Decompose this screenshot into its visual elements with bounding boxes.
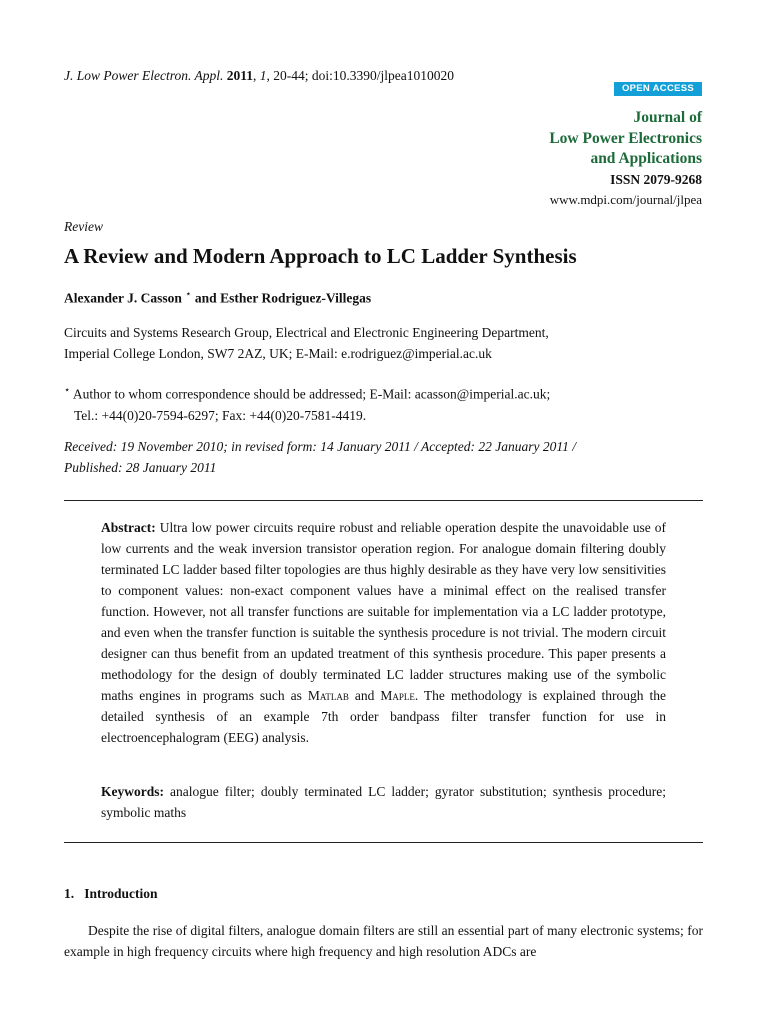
corresponding-mark: ⋆ — [64, 385, 71, 396]
journal-abbrev: J. Low Power Electron. Appl. — [64, 68, 224, 83]
abstract — [101, 517, 666, 748]
journal-url[interactable]: www.mdpi.com/journal/jlpea — [549, 192, 702, 207]
keywords — [101, 781, 666, 823]
citation-line: J. Low Power Electron. Appl. 2011, 1, 20-44; doi:10.3390/jlpea1010020 — [64, 68, 454, 83]
article-type: Review — [64, 219, 103, 234]
author-connector: and — [191, 290, 221, 306]
abstract-text: . The methodology is explained through the detailed synthesis of an example 7th order bandpass filter transfer function for use in electroencephalogram (EEG) analysis. — [101, 688, 667, 745]
journal-name-line: and Applications — [590, 150, 702, 167]
author-list — [64, 289, 371, 307]
paper-title: A Review and Modern Approach to LC Ladder Synthesis — [64, 244, 577, 268]
citation-year: 2011 — [226, 68, 254, 83]
correspondence-note — [64, 380, 550, 426]
keywords-label: Keywords: — [101, 784, 164, 799]
section-heading: 1. Introduction — [64, 886, 158, 901]
abstract-label: Abstract: — [101, 520, 156, 535]
corresponding-mark: ⋆ — [185, 289, 192, 300]
open-access-badge: OPEN ACCESS — [614, 82, 702, 96]
publication-dates — [64, 436, 576, 478]
matlab-name: Matlab — [307, 688, 349, 703]
affiliation — [64, 322, 549, 364]
issn: ISSN 2079-9268 — [610, 172, 702, 187]
dates-line: Published: 28 January 2011 — [64, 460, 217, 475]
correspondence-line: Author to whom correspondence should be addressed; E-Mail: acasson@imperial.ac.uk; — [70, 386, 551, 402]
maple-name: Maple — [380, 688, 415, 703]
author-name: Esther Rodriguez-Villegas — [220, 290, 372, 306]
abstract-text: Ultra low power circuits require robust and reliable operation despite the unavoidable use of low currents and the weak inversion transistor operation region. For analogue domain filtering doubly terminated LC ladder based filter topologies are thus highly desirable as they have very low sensitivities to component values: non-exact component values have a minimal effect on the realised transfer function. However, not all transfer functions are suitable for implementation via a LC ladder prototype, and even when the transfer function is suitable the synthesis procedure is not trivial. The modern circuit designer can thus benefit from an updated treatment of this synthesis procedure. This paper presents a methodology for the design of doubly terminated LC ladder structures making use of the symbolic maths engines in programs such as — [101, 520, 666, 703]
bottom-divider — [64, 842, 703, 843]
top-divider — [64, 500, 703, 501]
journal-name-line: Journal of — [633, 109, 702, 126]
citation-volume: 1 — [259, 68, 267, 83]
abstract-and: and — [354, 688, 375, 703]
author-name: Alexander J. Casson — [64, 290, 182, 306]
citation-rest: , 20-44; doi:10.3390/jlpea1010020 — [266, 68, 454, 83]
affiliation-line: Circuits and Systems Research Group, Electrical and Electronic Engineering Department, — [64, 325, 549, 340]
journal-name — [549, 108, 702, 170]
dates-line: Received: 19 November 2010; in revised form: 14 January 2011 / Accepted: 22 January 2011 / — [64, 439, 576, 454]
correspondence-line: Tel.: +44(0)20-7594-6297; Fax: +44(0)20-7581-4419. — [74, 407, 367, 423]
affiliation-line: Imperial College London, SW7 2AZ, UK; E-Mail: e.rodriguez@imperial.ac.uk — [64, 346, 492, 361]
keywords-text: analogue filter; doubly terminated LC ladder; gyrator substitution; synthesis procedure; symbolic maths — [101, 784, 667, 820]
introduction-paragraph: Despite the rise of digital filters, analogue domain filters are still an essential part of many electronic systems; for example in high frequency circuits where high frequency and high resolution ADCs are — [64, 923, 703, 959]
journal-name-line: Low Power Electronics — [549, 129, 702, 147]
